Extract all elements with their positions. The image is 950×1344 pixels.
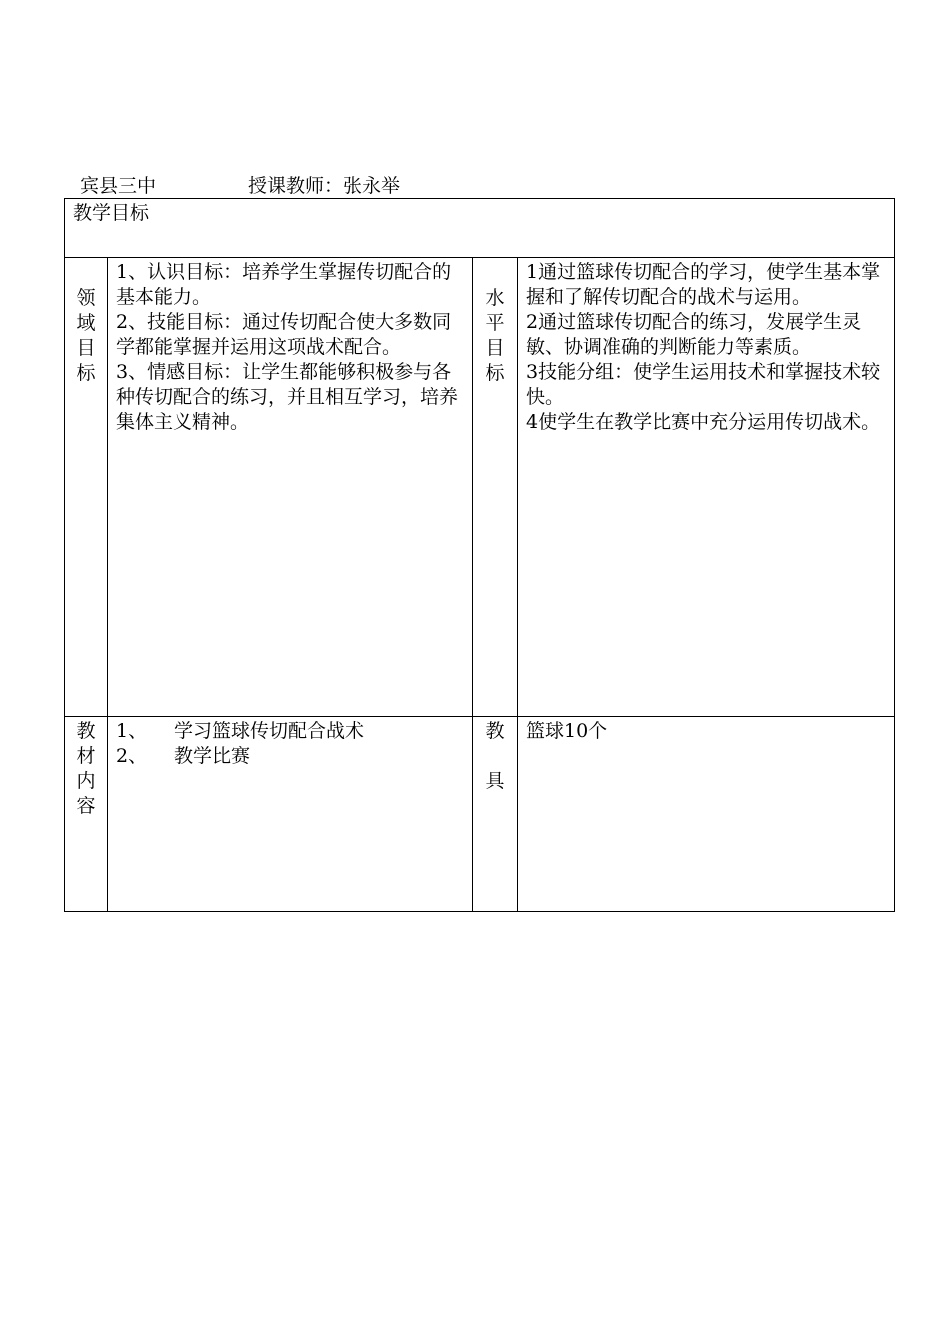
materials-content (108, 717, 473, 912)
goals-row (65, 258, 895, 717)
school-name: 宾县三中 (80, 175, 157, 197)
level-goals-label: 水 平 目 标 (473, 258, 518, 717)
materials-row (65, 717, 895, 912)
level-goal-item: 3技能分组：使学生运用技术和掌握技术较快。 (526, 361, 881, 408)
material-item: 1、 学习篮球传切配合战术 (116, 720, 365, 742)
lesson-plan-table (64, 198, 895, 912)
teacher-name: 授课教师：张永举 (248, 175, 401, 197)
domain-goal-item: 1、认识目标：培养学生掌握传切配合的基本能力。 (116, 261, 452, 308)
tools-content: 篮球10个 (518, 717, 895, 912)
tools-label: 教 具 (473, 717, 518, 912)
material-item: 2、 教学比赛 (116, 745, 251, 767)
document-header (80, 174, 400, 198)
domain-goal-item: 2、技能目标：通过传切配合使大多数同学都能掌握并运用这项战术配合。 (116, 311, 452, 358)
teaching-goals-title: 教学目标 (65, 199, 895, 258)
level-goal-item: 2通过篮球传切配合的练习，发展学生灵敏、协调准确的判断能力等素质。 (526, 311, 862, 358)
domain-goal-item: 3、情感目标：让学生都能够积极参与各种传切配合的练习，并且相互学习，培养集体主义精神。 (116, 361, 459, 433)
domain-goals-content (108, 258, 473, 717)
level-goal-item: 4使学生在教学比赛中充分运用传切战术。 (526, 411, 881, 433)
materials-label: 教 材 内 容 (65, 717, 108, 912)
level-goal-item: 1通过篮球传切配合的学习，使学生基本掌握和了解传切配合的战术与运用。 (526, 261, 881, 308)
domain-goals-label: 领 域 目 标 (65, 258, 108, 717)
teaching-goals-row (65, 199, 895, 258)
level-goals-content (518, 258, 895, 717)
